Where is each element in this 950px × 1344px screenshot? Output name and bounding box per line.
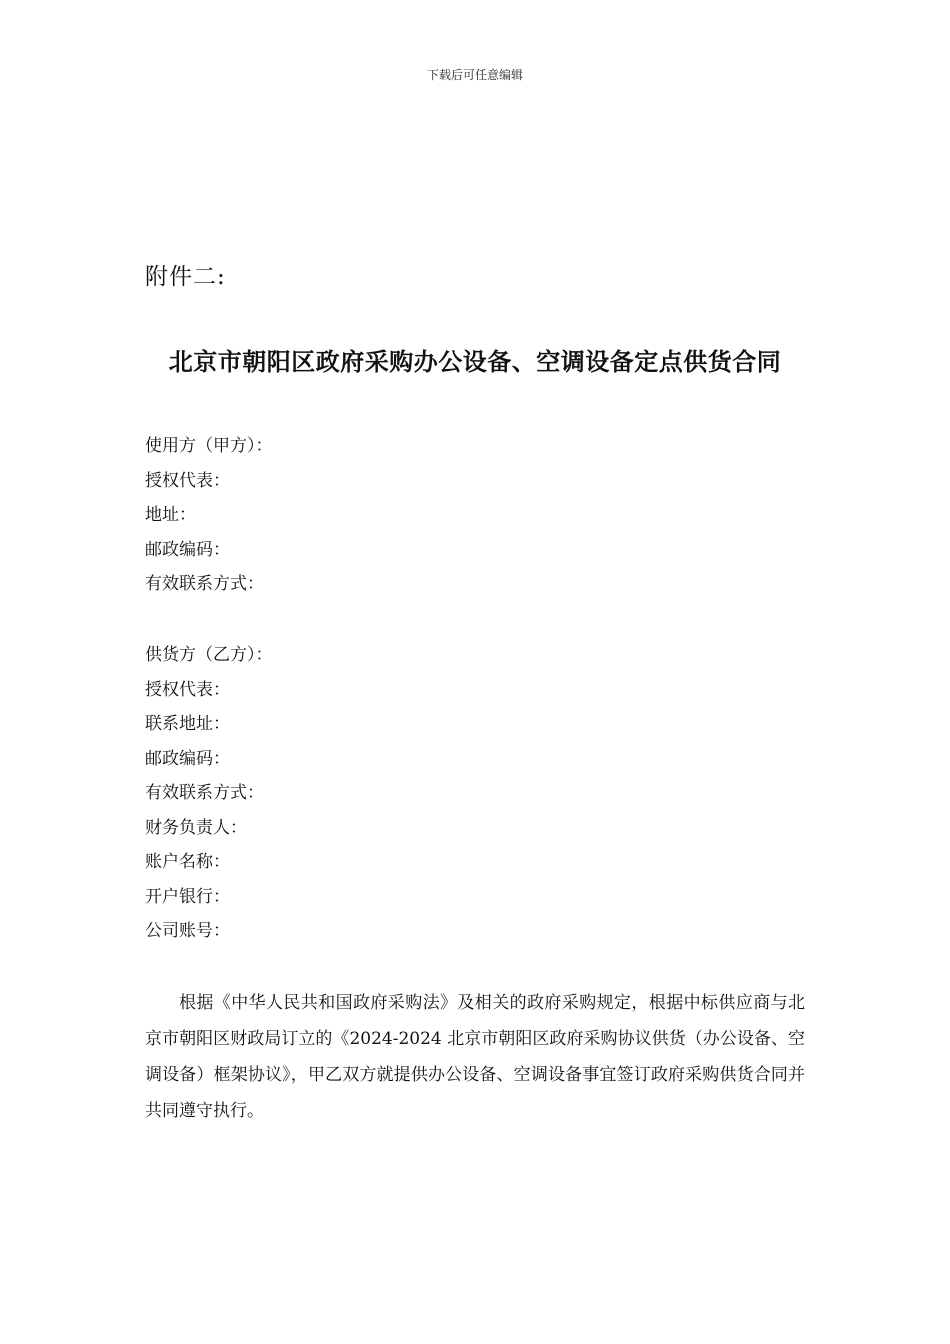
attachment-label: 附件二: bbox=[145, 264, 226, 290]
party-b-finance-manager-field: 财务负责人： bbox=[145, 817, 247, 838]
party-b-account-number-field: 公司账号： bbox=[145, 921, 230, 941]
intro-paragraph: 根据《中华人民共和国政府采购法》及相关的政府采购规定，根据中标供应商与北京市朝阳区财政局订立的《2024-2024 北京市朝阳区政府采购协议供货（办公设备、空调设备）框架协议》，甲乙双方就提供办公设备、空调设备事宜签订政府采购供货合同并共同遵守执行。 bbox=[145, 993, 805, 1121]
party-b-supplier-field: 供货方（乙方）： bbox=[145, 645, 273, 665]
party-a-contact-field: 有效联系方式： bbox=[145, 574, 264, 594]
party-b-postcode-field: 邮政编码： bbox=[145, 748, 230, 769]
party-a-fields bbox=[145, 429, 273, 602]
party-b-bank-field: 开户银行： bbox=[145, 886, 230, 907]
party-a-user-field: 使用方（甲方）： bbox=[145, 436, 273, 456]
party-b-address-field: 联系地址： bbox=[145, 714, 230, 734]
document-title: 北京市朝阳区政府采购办公设备、空调设备定点供货合同 bbox=[168, 348, 782, 376]
page-header-note: 下载后可任意编辑 bbox=[426, 68, 523, 82]
party-b-account-name-field: 账户名称： bbox=[145, 852, 230, 872]
party-a-postcode-field: 邮政编码： bbox=[145, 539, 230, 560]
party-b-representative-field: 授权代表： bbox=[145, 679, 230, 700]
party-a-address-field: 地址： bbox=[145, 505, 196, 525]
party-b-contact-field: 有效联系方式： bbox=[145, 783, 264, 803]
party-a-representative-field: 授权代表： bbox=[145, 470, 230, 491]
party-b-fields bbox=[145, 638, 273, 949]
